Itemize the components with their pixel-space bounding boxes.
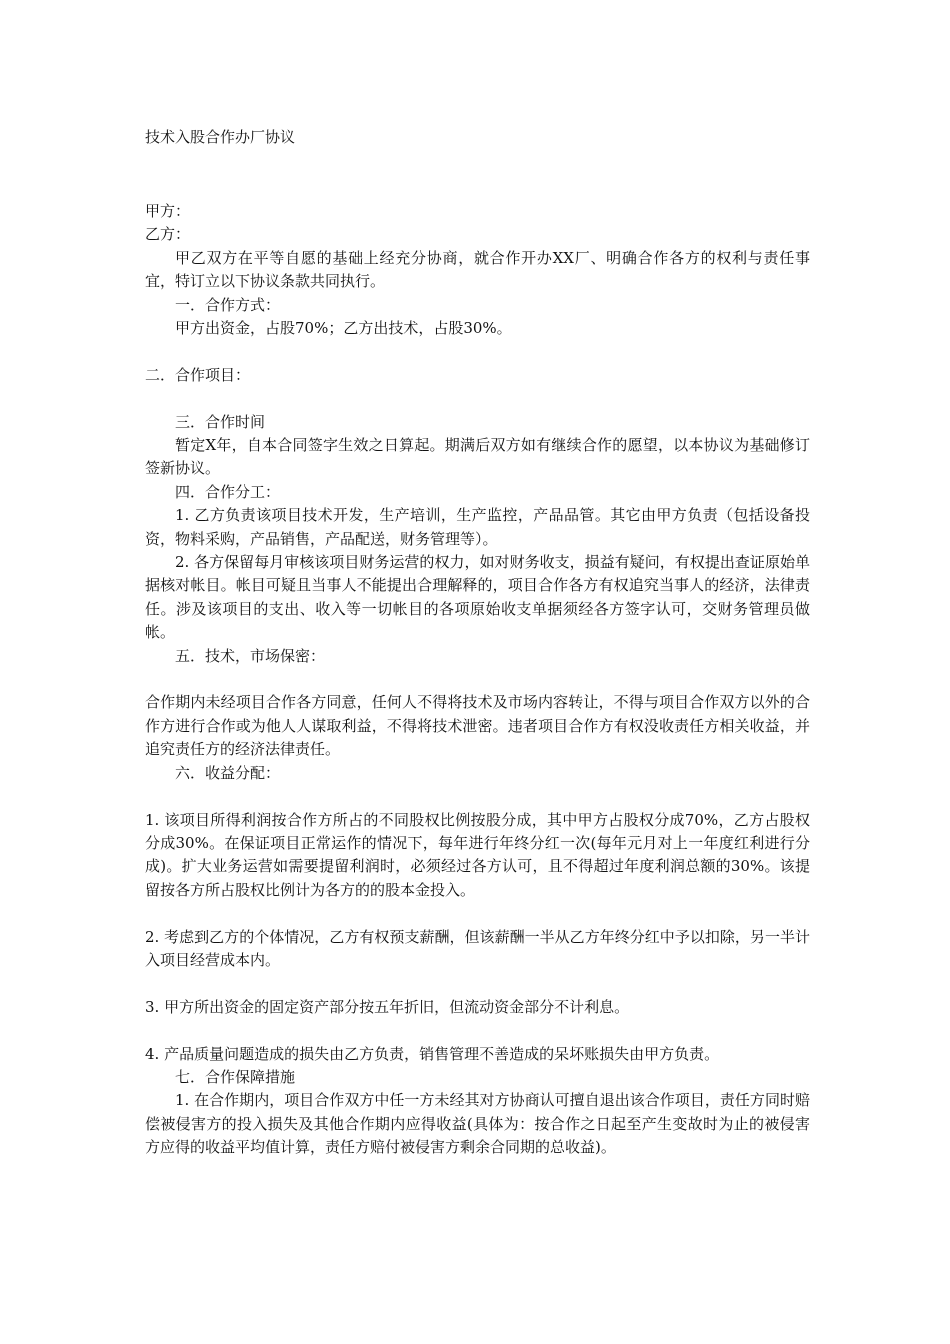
section-1-text: 甲方出资金，占股70%；乙方出技术，占股30%。 bbox=[175, 319, 512, 338]
section-4-item-2: 2. 各方保留每月审核该项目财务运营的权力，如对财务收支，损益有疑问，有权提出查证原始单据核对帐目。帐目可疑且当事人不能提出合理解释的，项目合作各方有权追究当事人的经济，法律责任。涉及该项目的支出、收入等一切帐目的各项原始收支单据须经各方签字认可，交财务管理员做帐。 bbox=[145, 553, 810, 642]
blank-line bbox=[145, 387, 810, 410]
document-title: 技术入股合作办厂协议 bbox=[145, 128, 296, 146]
blank-line bbox=[145, 972, 810, 995]
section-6-item-3: 3. 甲方所出资金的固定资产部分按五年折旧，但流动资金部分不计利息。 bbox=[145, 997, 630, 1016]
section-5-heading: 五．技术，市场保密： bbox=[175, 646, 326, 665]
section-5-text: 合作期内未经项目合作各方同意，任何人不得将技术及市场内容转让，不得与项目合作双方以外的合作方进行合作或为他人人谋取利益，不得将技术泄密。违者项目合作方有权没收责任方相关收益，并追究责任方的经济法律责任。 bbox=[145, 693, 810, 759]
section-1-heading: 一．合作方式： bbox=[175, 295, 281, 314]
section-7-heading: 七．合作保障措施 bbox=[175, 1067, 296, 1086]
section-6-item-4: 4. 产品质量问题造成的损失由乙方负责，销售管理不善造成的呆坏账损失由甲方负责。 bbox=[145, 1044, 720, 1063]
party-a-line: 甲方： bbox=[145, 202, 191, 220]
section-6-heading: 六．收益分配： bbox=[175, 763, 281, 782]
section-7-item-1: 1. 在合作期内，项目合作双方中任一方未经其对方协商认可擅自退出该合作项目，责任方同时赔偿被侵害方的投入损失及其他合作期内应得收益(具体为：按合作之日起至产生变故时为止的被侵害方应得的收益平均值计算，责任方赔付被侵害方剩余合同期的总收益)。 bbox=[145, 1091, 810, 1157]
section-4-heading: 四．合作分工： bbox=[175, 482, 281, 501]
intro-paragraph: 甲乙双方在平等自愿的基础上经充分协商，就合作开办XX厂、明确合作各方的权利与责任事宜，特订立以下协议条款共同执行。 bbox=[145, 248, 810, 291]
blank-line bbox=[145, 340, 810, 363]
section-3-heading: 三．合作时间 bbox=[175, 412, 266, 431]
section-6-item-2: 2. 考虑到乙方的个体情况，乙方有权预支薪酬，但该薪酬一半从乙方年终分红中予以扣除，另一半计入项目经营成本内。 bbox=[145, 927, 810, 969]
party-b-line: 乙方： bbox=[145, 225, 191, 244]
section-6-item-1: 1. 该项目所得利润按合作方所占的不同股权比例按股分成，其中甲方占股权分成70%，乙方占股权分成30%。在保证项目正常运作的情况下，每年进行年终分红一次(每年元月对上一年度红利进行分成)。扩大业务运营如需要提留利润时，必须经过各方认可，且不得超过年度利润总额的30%。该提留按各方所占股权比例计为各方的的股本金投入。 bbox=[145, 810, 810, 899]
section-3-text: 暂定X年，自本合同签字生效之日算起。期满后双方如有继续合作的愿望，以本协议为基础修订签新协议。 bbox=[145, 436, 810, 478]
document-body bbox=[145, 200, 810, 1160]
blank-line bbox=[145, 668, 810, 691]
blank-line bbox=[145, 785, 810, 808]
section-4-item-1: 1. 乙方负责该项目技术开发，生产培训，生产监控，产品品管。其它由甲方负责（包括设备投资，物料采购，产品销售，产品配送，财务管理等）。 bbox=[145, 506, 810, 548]
blank-line bbox=[145, 1019, 810, 1042]
blank-line bbox=[145, 902, 810, 925]
section-2-heading: 二．合作项目： bbox=[145, 365, 251, 384]
